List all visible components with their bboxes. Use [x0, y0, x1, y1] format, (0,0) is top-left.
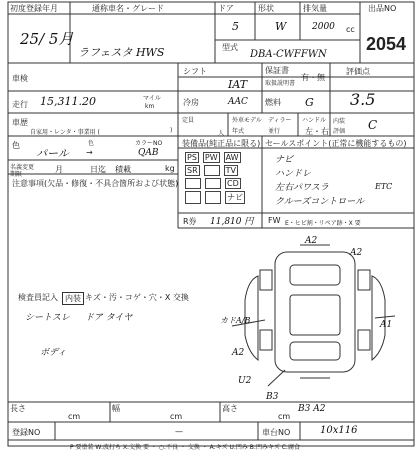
equipment-item: AW — [225, 153, 239, 162]
damage-code: B3 A2 — [298, 404, 326, 414]
history-label: 車歴 — [12, 118, 28, 127]
equipment-title: 装備品(純正品に限る) — [182, 139, 261, 148]
interior-label: 内装 — [333, 118, 346, 125]
first-reg-value: 25/ 5月 — [20, 30, 74, 48]
equipment-item — [204, 165, 220, 176]
legend: P 要塗装 W:波打ち X:交換 要 ・ ○:不良 ・ 交換 ・ A:キズ U:凹み B:凹みキズ C:腐食 — [70, 444, 300, 451]
day-label: 日迄 — [90, 165, 106, 174]
equipment-item: ナビ — [227, 193, 243, 202]
interior-value: C — [368, 118, 378, 132]
model-label: 型式 — [222, 43, 238, 52]
equipment-grid — [185, 152, 259, 204]
import-sub: 年式 — [232, 128, 245, 135]
name-change-label: 名義変更 — [10, 164, 35, 171]
first-reg-label: 初度登録年月 — [10, 4, 58, 13]
equipment-item: SR — [187, 166, 198, 175]
equipment-item — [205, 191, 221, 204]
dealer-label: ディラー — [268, 117, 292, 124]
length-unit: cm — [68, 412, 81, 421]
fuel-label: 燃料 — [265, 98, 281, 107]
ac-label: 冷房 — [183, 98, 199, 107]
reg-no-dash: — — [175, 427, 183, 436]
shape-value: W — [275, 20, 287, 33]
inspector-note-1: シートスレ — [25, 313, 70, 323]
equipment-item — [205, 178, 221, 189]
reg-no-label: 登録NO — [12, 428, 41, 437]
sales-point-item: ナビ — [275, 155, 294, 165]
mileage-value: 15,311.20 — [40, 95, 96, 108]
interior-notes: キズ・汚・コゲ・穴・X 交換 — [85, 293, 189, 302]
handle-value: 左・右 — [305, 127, 329, 136]
sales-points-title: セールスポイント(正常に機能するもの) — [265, 139, 407, 148]
mileage-km: km — [145, 103, 155, 110]
chassis-value: 10x116 — [320, 425, 358, 436]
interior-tag: 内装 — [62, 292, 84, 305]
displacement-unit: cc — [346, 25, 355, 34]
sales-point-item: クルーズコントロール — [275, 197, 365, 207]
color-number-label: カラーNO — [135, 140, 163, 147]
score-label: 評価点 — [346, 67, 370, 76]
kg-label: kg — [165, 164, 175, 173]
damage-code: A2 — [350, 248, 363, 258]
color-number-value: QAB — [138, 148, 159, 158]
capacity-label: 定員 — [182, 117, 195, 124]
length-label: 長さ — [10, 404, 26, 413]
damage-code: A2 — [232, 348, 245, 358]
width-unit: cm — [170, 412, 183, 421]
equipment-item: TV — [225, 166, 236, 175]
sales-point-extra: ETC — [375, 182, 393, 191]
equipment-item: PW — [204, 153, 218, 162]
sales-point-item: ハンドレ — [275, 169, 312, 179]
door-label: ドア — [218, 4, 234, 13]
recycle-label: R券 — [183, 217, 197, 226]
import-label: 外車モデル — [232, 117, 262, 124]
warranty-sub: 取扱説明書 — [265, 80, 296, 87]
deadline-label: 期限 — [10, 171, 23, 178]
damage-code: B3 — [266, 392, 279, 402]
width-label: 幅 — [112, 404, 120, 413]
mileage-unit: マイル — [143, 95, 161, 102]
fuel-value: G — [305, 96, 314, 109]
recycle-value: 11,810 円 — [210, 217, 254, 227]
damage-code: A2 — [305, 236, 318, 246]
equipment-item — [185, 191, 201, 204]
chassis-label: 車台NO — [262, 428, 291, 437]
original-color-label: 色 — [88, 140, 95, 147]
shape-label: 形状 — [258, 4, 274, 13]
history-close: ) — [170, 127, 173, 134]
inspector-note-2: ドア タイヤ — [85, 313, 133, 323]
lot-number: 2054 — [366, 34, 407, 54]
interior-sub: 評価 — [333, 128, 346, 135]
capacity-unit: 人 — [218, 130, 225, 137]
equipment-item: CD — [227, 179, 239, 188]
equipment-item — [185, 178, 201, 189]
car-name-label: 通称車名・グレード — [92, 4, 164, 13]
equipment-item: PS — [187, 153, 197, 162]
notes-label: 注意事項(欠品・修復・不具合箇所および状態) — [12, 179, 179, 188]
inspection-label: 車検 — [12, 74, 28, 83]
lot-label: 出品NO — [368, 4, 397, 13]
shift-value: IAT — [228, 78, 248, 91]
arrow-icon: → — [86, 148, 93, 157]
fw-label: FW — [268, 216, 281, 225]
car-name-value: ラフェスタ HWS — [78, 46, 165, 59]
color-value: パール — [36, 147, 69, 160]
displacement-label: 排気量 — [303, 4, 327, 13]
handle-label: ハンドル — [302, 117, 327, 124]
warranty-value: 有・無 — [301, 73, 325, 82]
fw-text: E・ヒビ割・リペア跡・X 要 — [285, 220, 361, 227]
height-label: 高さ — [222, 404, 238, 413]
dealer-sub: 並行 — [268, 128, 281, 135]
shift-label: シフト — [183, 67, 207, 76]
model-value: DBA-CWFFWN — [250, 49, 327, 60]
color-label: 色 — [12, 141, 20, 150]
inspector-label: 検査員記入 — [18, 293, 58, 302]
month-label: 月 — [55, 165, 63, 174]
history-options: 自家用・レンタ・事業用 ( — [30, 129, 100, 136]
door-value: 5 — [232, 20, 239, 33]
warranty-label: 保証書 — [265, 66, 289, 75]
mileage-label: 走行 — [12, 100, 28, 109]
damage-code: U2 — [238, 376, 252, 386]
displacement-value: 2000 — [312, 22, 335, 32]
score-value: 3.5 — [350, 90, 376, 109]
ac-value: AAC — [228, 97, 248, 107]
sales-point-item: 左右パワスラ — [275, 183, 329, 193]
car-diagram — [245, 245, 385, 378]
damage-side-note: カドA/B — [220, 316, 251, 325]
inspector-note-3: ボディ — [40, 348, 67, 358]
height-unit: cm — [278, 412, 291, 421]
loading-label: 積載 — [115, 165, 131, 174]
damage-code: A1 — [380, 320, 393, 330]
